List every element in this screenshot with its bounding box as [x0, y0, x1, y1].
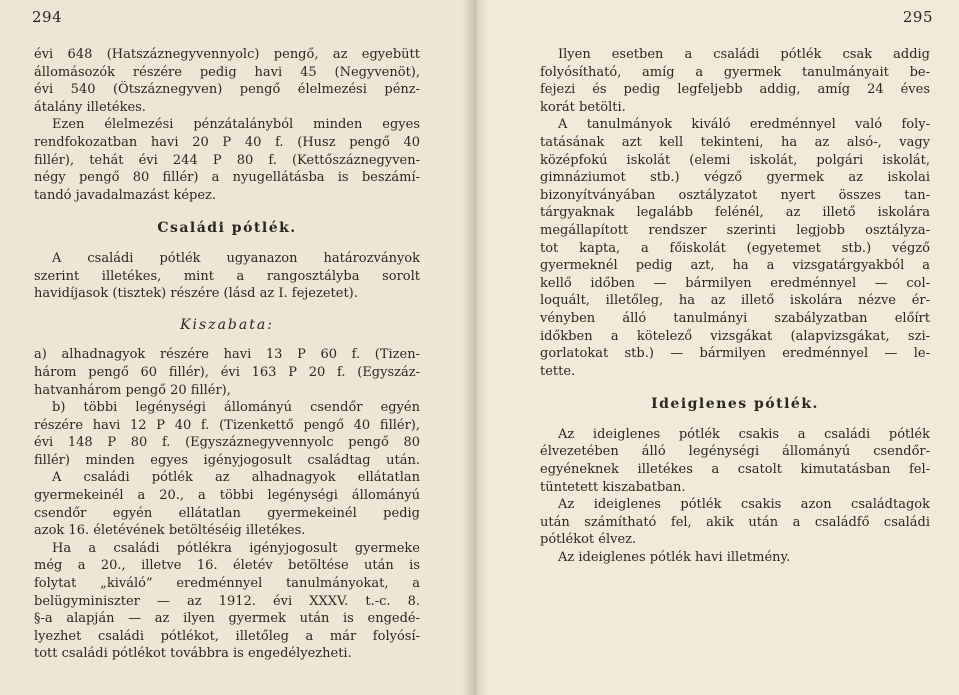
list-line: b) többi legénységi állományú csendőr egyén [52, 400, 420, 416]
text-line: időkben a kötelező vizsgákat (alapvizsgákat, szi- [540, 328, 930, 344]
section-heading-csaladi-potlek: Családi pótlék. [157, 220, 297, 237]
text-line: tandó javadalmazást képez. [34, 187, 217, 203]
text-line: gimnáziumot stb.) végző gyermek az iskolai [540, 170, 930, 186]
list-line: három pengő 60 fillér), évi 163 P 20 f. (Egyszáz- [34, 364, 420, 380]
page-number-left: 294 [32, 8, 63, 26]
list-line: Ha a családi pótlékra igényjogosult gyermeke [52, 540, 420, 556]
text-line: után számítható fel, akik után a családfő családi [540, 514, 930, 530]
text-line: kellő időben — bármilyen eredménnyel — col- [540, 275, 930, 291]
list-line: hatvanhárom pengő 20 fillér), [34, 382, 231, 398]
text-line: bizonyítványában osztályzatot nyert összes tan- [540, 187, 930, 203]
list-line: tott családi pótlékot továbbra is engedélyezheti. [34, 646, 352, 662]
section-heading-ideiglenes-potlek: Ideiglenes pótlék. [651, 396, 819, 413]
text-line: tette. [540, 363, 576, 379]
list-line: §-a alapján — az ilyen gyermek után is engedé- [34, 611, 420, 627]
text-line: Az ideiglenes pótlék csakis azon családtagok [558, 497, 930, 513]
text-line: Az ideiglenes pótlék csakis a családi pótlék [558, 426, 930, 442]
text-line: fillér), tehát évi 244 P 80 f. (Kettőszáznegyven- [34, 152, 420, 168]
text-line: rendfokozatban havi 20 P 40 f. (Husz pengő 40 [34, 134, 420, 150]
text-line: vényben álló tanulmányi szabályzatban előírt [540, 310, 930, 326]
right-text-block [540, 46, 930, 567]
text-line: pótlékot élvez. [540, 532, 637, 548]
list-line: csendőr egyén ellátatlan gyermekeinél pedig [34, 505, 420, 521]
text-line: Az ideiglenes pótlék havi illetmény. [558, 550, 791, 566]
text-line: egyéneknek illetékes a csatolt kimutatásban fel- [540, 462, 930, 478]
list-line: belügyminiszter — az 1912. évi XXXV. t.-c. 8. [34, 593, 420, 609]
text-line: élvezetében álló legénységi állományú csendőr- [540, 444, 930, 460]
text-line: négy pengő 80 fillér) a nyugellátásba is beszámí- [34, 170, 420, 186]
text-line: tot kapta, a főiskolát (egyetemet stb.) végző [540, 240, 930, 256]
text-line: évi 648 (Hatszáznegyvennyolc) pengő, az egyebütt [34, 47, 420, 62]
text-line: fejezi és pedig legfeljebb addig, amíg 24 éves [540, 82, 930, 98]
text-line: tárgyaknak legalább felénél, az illető iskolára [540, 205, 930, 221]
list-line: évi 148 P 80 f. (Egyszáznegyvennyolc pengő 80 [34, 435, 420, 451]
list-line: részére havi 12 P 40 f. (Tizenkettő pengő 40 fillér), [34, 417, 420, 433]
left-text-block [34, 46, 420, 663]
list-line: a) alhadnagyok részére havi 13 P 60 f. (Tizen- [34, 347, 420, 363]
text-line: A tanulmányok kiváló eredménnyel való foly- [558, 117, 930, 133]
text-line: A családi pótlék ugyanazon határozványok [52, 250, 420, 266]
list-line: gyermekeinél a 20., a többi legénységi állományú [34, 488, 420, 504]
text-line: tatásának azt kell tekinteni, ha az alsó-, vagy [540, 134, 930, 150]
text-line: gorlatokat stb.) — bármilyen eredménnyel — le- [540, 346, 930, 362]
text-line: gyermeknél pedig azt, ha a vizsgatárgyakból a [540, 258, 930, 274]
list-line: azok 16. életévének betöltéséig illetékes. [34, 523, 306, 539]
left-page [0, 0, 474, 695]
list-line: lyezhet családi pótlékot, illetőleg a már folyósí- [34, 628, 420, 644]
text-line: állomásozók részére pedig havi 45 (Negyvenöt), [34, 64, 420, 80]
text-line: szerint illetékes, mint a rangosztályba sorolt [34, 268, 420, 284]
list-line: A családi pótlék az alhadnagyok ellátatlan [52, 470, 420, 486]
text-line: loquált, illetőleg, ha az illető iskolára nézve ér- [540, 293, 930, 309]
page-number-right: 295 [902, 8, 933, 26]
list-line: fillér) minden egyes igényjogosult családtag után. [34, 452, 420, 468]
list-line: még a 20., illetve 16. életév betöltése után is [34, 558, 420, 574]
text-line: havidíjasok (tisztek) részére (lásd az I. fejezetet). [34, 286, 358, 302]
text-line: megállapított rendszer szerinti legjobb osztályza- [540, 222, 930, 238]
text-line: folyósítható, amíg a gyermek tanulmányait be- [540, 64, 930, 80]
book-gutter [462, 0, 488, 695]
text-line: középfokú iskolát (elemi iskolát, polgári iskolát, [540, 152, 930, 168]
list-line: folytat „kiváló” eredménnyel tanulmányokat, a [34, 576, 420, 592]
text-line: tüntetett kiszabatban. [540, 479, 686, 495]
text-line: átalány illetékes. [34, 99, 146, 115]
text-line: Ilyen esetben a családi pótlék csak addig [558, 47, 930, 62]
right-page [474, 0, 959, 695]
text-line: évi 540 (Ötszáznegyven) pengő élelmezési pénz- [34, 82, 420, 98]
text-line: korát betölti. [540, 99, 626, 115]
text-line: Ezen élelmezési pénzátalányból minden egyes [52, 117, 420, 133]
subheading-kiszabata: Kiszabata: [180, 316, 274, 333]
